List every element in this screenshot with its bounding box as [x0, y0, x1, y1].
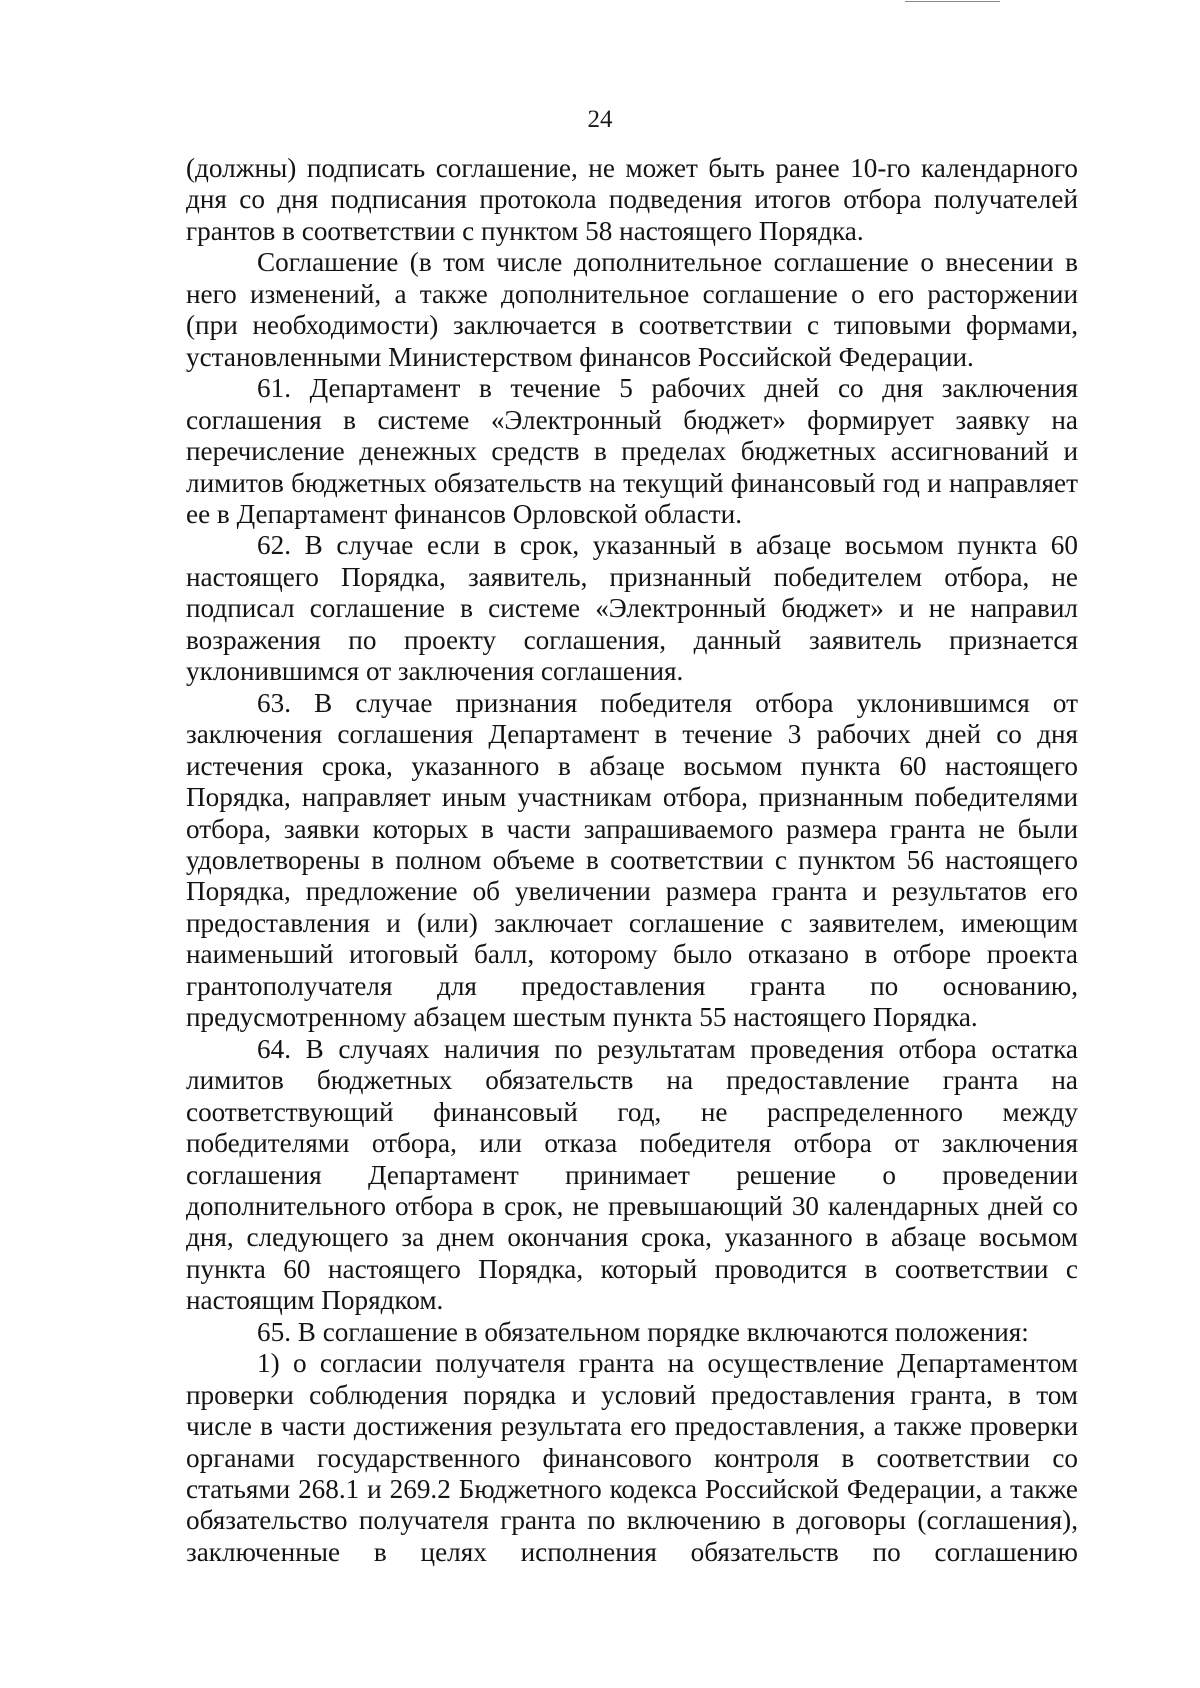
- paragraph-65: 65. В соглашение в обязательном порядке включаются положения:: [257, 1316, 1029, 1347]
- document-body: [186, 153, 1078, 1568]
- page-number: 24: [587, 106, 613, 133]
- paragraph-agreement-forms: Соглашение (в том числе дополнительное соглашение о внесении в него изменений, а также дополнительное соглашение о его расторжении (при необходимости) заключается в соответствии с типовыми формами, установленными Министерством финансов Российской Федерации.: [186, 247, 1078, 372]
- paragraph-65-item-1: 1) о согласии получателя гранта на осуществление Департаментом проверки соблюдения порядка и условий предоставления гранта, в том числе в части достижения результата его предоставления, а также проверки органами государственного финансового контроля в соответствии со статьями 268.1 и 269.2 Бюджетного кодекса Российской Федерации, а также обязательство получателя гранта по включению в договоры (соглашения), заключенные в целях исполнения обязательств по соглашению: [186, 1348, 1078, 1567]
- paragraph-63: 63. В случае признания победителя отбора уклонившимся от заключения соглашения Департамент в течение 3 рабочих дней со дня истечения срока, указанного в абзаце восьмом пункта 60 настоящего Порядка, направляет иным участникам отбора, признанным победителями отбора, заявки которых в части запрашиваемого размера гранта не были удовлетворены в полном объеме в соответствии с пунктом 56 настоящего Порядка, предложение об увеличении размера гранта и результатов его предоставления и (или) заключает соглашение с заявителем, имеющим наименьший итоговый балл, которому было отказано в отборе проекта грантополучателя для предоставления гранта по основанию, предусмотренному абзацем шестым пункта 55 настоящего Порядка.: [186, 687, 1078, 1033]
- paragraph-64: 64. В случаях наличия по результатам проведения отбора остатка лимитов бюджетных обязательств на предоставление гранта на соответствующий финансовый год, не распределенного между победителями отбора, или отказа победителя отбора от заключения соглашения Департамент принимает решение о проведении дополнительного отбора в срок, не превышающий 30 календарных дней со дня, следующего за днем окончания срока, указанного в абзаце восьмом пункта 60 настоящего Порядка, который проводится в соответствии с настоящим Порядком.: [186, 1033, 1078, 1316]
- paragraph-continuation: (должны) подписать соглашение, не может быть ранее 10-го календарного дня со дня подписания протокола подведения итогов отбора получателей грантов в соответствии с пунктом 58 настоящего Порядка.: [186, 153, 1078, 246]
- paragraph-61: 61. Департамент в течение 5 рабочих дней со дня заключения соглашения в системе «Электронный бюджет» формирует заявку на перечисление денежных средств в пределах бюджетных ассигнований и лимитов бюджетных обязательств на текущий финансовый год и направляет ее в Департамент финансов Орловской области.: [186, 373, 1078, 529]
- paragraph-62: 62. В случае если в срок, указанный в абзаце восьмом пункта 60 настоящего Порядка, заявитель, признанный победителем отбора, не подписал соглашение в системе «Электронный бюджет» и не направил возражения по проекту соглашения, данный заявитель признается уклонившимся от заключения соглашения.: [186, 530, 1078, 687]
- scan-top-rule: [905, 1, 1000, 2]
